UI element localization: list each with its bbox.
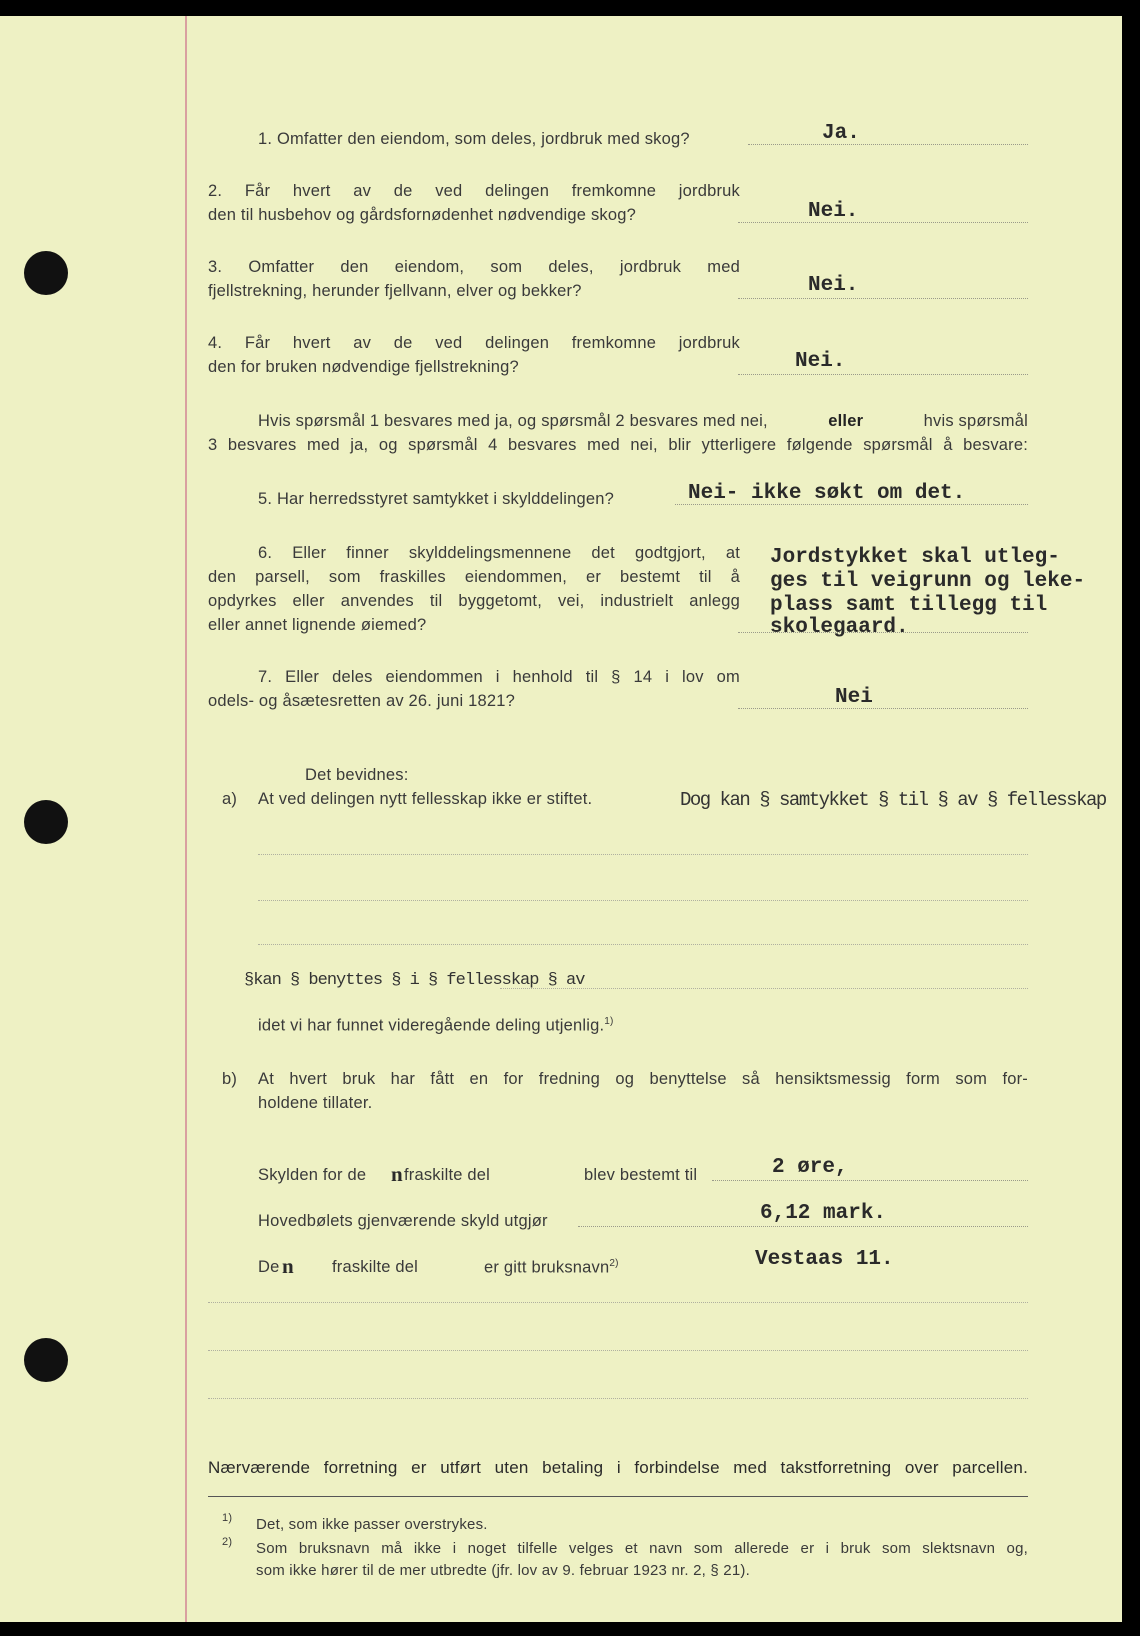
answer-6-line1: Jordstykket skal utleg- [770, 546, 1060, 569]
footnote-2-line1: Som bruksnavn må ikke i noget tilfelle velges et navn som allerede er i bruk som slektsnavn og, [256, 1540, 1028, 1557]
footnote-ref: 1) [604, 1016, 614, 1027]
answer-1: Ja. [822, 122, 860, 145]
footnote-ref: 2) [609, 1258, 619, 1269]
struck-text: §kan § benyttes § i § fellesskap § av [244, 971, 585, 990]
blank-line [258, 854, 1028, 855]
question-3-line2: fjellstrekning, herunder fjellvann, elver og bekker? [208, 282, 582, 300]
answer-line [738, 222, 1028, 223]
footnote-1: Det, som ikke passer overstrykes. [256, 1516, 488, 1533]
item-a-continuation [258, 1016, 614, 1036]
item-b-label: b) [222, 1070, 238, 1088]
closing-statement: Nærværende forretning er utført uten betaling i forbindelse med takstforretning over parcellen. [208, 1458, 1028, 1477]
punch-hole [24, 251, 68, 295]
item-b-line2: holdene tillater. [258, 1094, 373, 1112]
skyld-label: blev bestemt til [584, 1166, 698, 1184]
answer-6-line4: skolegaard. [770, 616, 909, 639]
question-7-line2: odels- og åsætesretten av 26. juni 1821? [208, 692, 516, 710]
blank-line [258, 944, 1028, 945]
bruksnavn-label: er gitt bruksnavn [484, 1258, 610, 1277]
document-page [0, 16, 1122, 1622]
answer-4: Nei. [795, 350, 846, 373]
answer-2: Nei. [808, 200, 859, 223]
instruction-text: hvis spørsmål [923, 412, 1028, 430]
answer-line [578, 1226, 1028, 1227]
handwritten-n: n [391, 1162, 403, 1186]
footnote-2-line2: som ikke hører til de mer utbredte (jfr. lov av 9. februar 1923 nr. 2, § 21). [256, 1562, 750, 1579]
skyld-label: Skylden for de [258, 1166, 367, 1184]
answer-line [738, 708, 1028, 709]
handwritten-n: n [282, 1254, 294, 1278]
footnote-mark: 1) [222, 1512, 233, 1524]
answer-5: Nei- ikke søkt om det. [688, 482, 966, 505]
skyld-label [484, 1258, 619, 1278]
instruction-text: Hvis spørsmål 1 besvares med ja, og spørsmål 2 besvares med nei, [258, 412, 768, 430]
skyld-answer: 6,12 mark. [760, 1202, 887, 1225]
blank-line [258, 900, 1028, 901]
answer-line [738, 374, 1028, 375]
blank-line [208, 1350, 1028, 1351]
punch-hole [24, 800, 68, 844]
bruksnavn-answer: Vestaas 11. [755, 1248, 894, 1271]
question-5: 5. Har herredsstyret samtykket i skylddelingen? [258, 490, 615, 508]
answer-7: Nei [835, 686, 873, 709]
question-7-line1: 7. Eller deles eiendommen i henhold til § 14 i lov om [258, 668, 740, 686]
skyld-label: fraskilte del [332, 1258, 419, 1276]
certify-heading: Det bevidnes: [305, 766, 409, 784]
punch-hole [24, 1338, 68, 1382]
question-6-line3: opdyrkes eller anvendes til byggetomt, vei, industrielt anlegg [208, 592, 740, 610]
footnote-divider [208, 1496, 1028, 1497]
continuation-text: idet vi har funnet videregående deling utjenlig. [258, 1016, 605, 1035]
instruction-line1 [258, 412, 1028, 431]
instruction-bold: eller [828, 412, 864, 430]
answer-6-line3: plass samt tillegg til [770, 594, 1048, 617]
struck-text: Dog kan § samtykket § til § av § fellesskap [680, 789, 1106, 811]
item-b-line1: At hvert bruk har fått en for fredning og benyttelse så hensiktsmessig form som for- [258, 1070, 1028, 1088]
question-4-line1: 4. Får hvert av de ved delingen fremkomne jordbruk [208, 334, 740, 352]
question-6-line4: eller annet lignende øiemed? [208, 616, 427, 634]
question-2-line1: 2. Får hvert av de ved delingen fremkomne jordbruk [208, 182, 740, 200]
answer-line [712, 1180, 1028, 1181]
skyld-label: fraskilte del [404, 1166, 491, 1184]
question-6-line2: den parsell, som fraskilles eiendommen, er bestemt til å [208, 568, 740, 586]
question-4-line2: den for bruken nødvendige fjellstrekning? [208, 358, 519, 376]
skyld-label: Hovedbølets gjenværende skyld utgjør [258, 1212, 548, 1230]
question-1: 1. Omfatter den eiendom, som deles, jordbruk med skog? [258, 130, 690, 148]
blank-line [208, 1398, 1028, 1399]
question-2-line2: den til husbehov og gårdsfornødenhet nødvendige skog? [208, 206, 636, 224]
item-a-label: a) [222, 790, 238, 808]
blank-line [500, 988, 1028, 989]
answer-line [748, 144, 1028, 145]
question-6-line1: 6. Eller finner skylddelingsmennene det godtgjort, at [258, 544, 740, 562]
question-3-line1: 3. Omfatter den eiendom, som deles, jordbruk med [208, 258, 740, 276]
footnote-mark: 2) [222, 1536, 233, 1548]
blank-line [208, 1302, 1028, 1303]
instruction-line2: 3 besvares med ja, og spørsmål 4 besvares med nei, blir ytterligere følgende spørsmål å besvare: [208, 436, 1028, 454]
skyld-label: De [258, 1258, 280, 1276]
margin-line [185, 16, 187, 1622]
answer-line [738, 298, 1028, 299]
answer-6-line2: ges til veigrunn og leke- [770, 570, 1086, 593]
item-a-text: At ved delingen nytt fellesskap ikke er stiftet. [258, 790, 593, 808]
answer-3: Nei. [808, 274, 859, 297]
skyld-answer: 2 øre, [772, 1156, 848, 1179]
